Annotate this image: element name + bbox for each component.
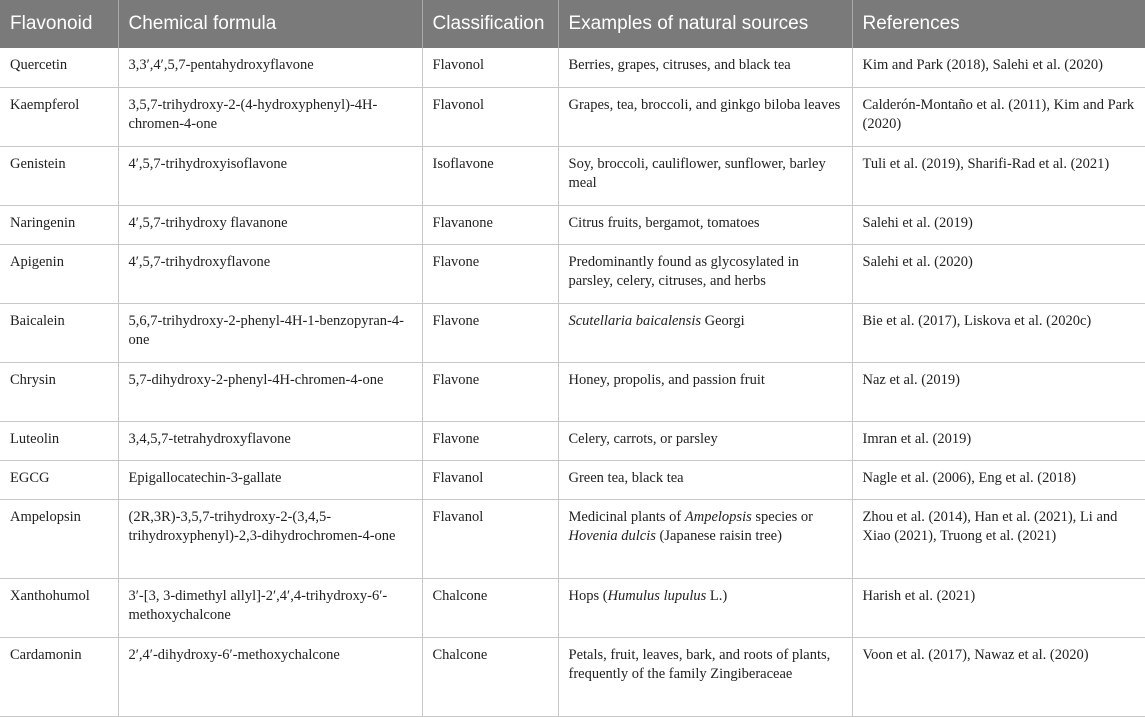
cell-classification: Flavanone [422, 205, 558, 244]
cell-flavonoid: Ampelopsin [0, 499, 118, 578]
source-text-segment: Scutellaria baicalensis [568, 312, 701, 329]
cell-natural-sources [558, 205, 852, 244]
cell-natural-sources [558, 48, 852, 87]
source-text-segment: Humulus lupulus [607, 587, 707, 604]
cell-chemical-formula: 2′,4′-dihydroxy-6′-methoxychalcone [118, 637, 422, 716]
cell-chemical-formula: Epigallocatechin-3-gallate [118, 460, 422, 499]
cell-natural-sources [558, 146, 852, 205]
cell-references: Tuli et al. (2019), Sharifi-Rad et al. (2021) [852, 146, 1145, 205]
cell-natural-sources [558, 499, 852, 578]
source-text-segment: Citrus fruits, bergamot, tomatoes [568, 214, 760, 231]
source-text-segment: Berries, grapes, citruses, and black tea [568, 57, 791, 73]
cell-references: Zhou et al. (2014), Han et al. (2021), Li and Xiao (2021), Truong et al. (2021) [852, 499, 1145, 578]
cell-classification: Isoflavone [422, 146, 558, 205]
cell-references: Naz et al. (2019) [852, 362, 1145, 421]
cell-references: Salehi et al. (2019) [852, 205, 1145, 244]
cell-natural-sources [558, 460, 852, 499]
cell-classification: Flavanol [422, 499, 558, 578]
header-chemical-formula: Chemical formula [118, 0, 422, 48]
cell-flavonoid: Luteolin [0, 421, 118, 460]
cell-flavonoid: Chrysin [0, 362, 118, 421]
cell-classification: Flavone [422, 303, 558, 362]
cell-chemical-formula: 3,5,7-trihydroxy-2-(4-hydroxyphenyl)-4H-chromen-4-one [118, 87, 422, 146]
source-text-segment: Medicinal plants of [568, 508, 685, 525]
cell-classification: Flavone [422, 362, 558, 421]
source-text-segment: Grapes, tea, broccoli, and ginkgo biloba leaves [568, 96, 841, 113]
cell-chemical-formula: 3,4,5,7-tetrahydroxyflavone [118, 421, 422, 460]
table-row [0, 460, 1145, 499]
source-text-segment: Celery, carrots, or parsley [568, 430, 718, 447]
table-row [0, 421, 1145, 460]
cell-flavonoid: Naringenin [0, 205, 118, 244]
header-classification: Classification [422, 0, 558, 48]
table-header-row [0, 0, 1145, 48]
table-row [0, 205, 1145, 244]
source-text-segment: Petals, fruit, leaves, bark, and roots of plants, frequently of the family Zingiberaceae [568, 646, 831, 682]
cell-classification: Flavone [422, 421, 558, 460]
source-text-segment: Green tea, black tea [568, 469, 684, 486]
cell-references: Voon et al. (2017), Nawaz et al. (2020) [852, 637, 1145, 716]
cell-classification: Chalcone [422, 637, 558, 716]
source-text-segment: species or [751, 508, 813, 525]
header-natural-sources: Examples of natural sources [558, 0, 852, 48]
cell-classification: Flavonol [422, 87, 558, 146]
cell-chemical-formula: 3′-[3, 3-dimethyl allyl]-2′,4′,4-trihydroxy-6′-methoxychalcone [118, 578, 422, 637]
table-row [0, 499, 1145, 578]
header-flavonoid: Flavonoid [0, 0, 118, 48]
cell-natural-sources [558, 87, 852, 146]
cell-chemical-formula: (2R,3R)-3,5,7-trihydroxy-2-(3,4,5-trihydroxyphenyl)-2,3-dihydrochromen-4-one [118, 499, 422, 578]
cell-classification: Flavone [422, 244, 558, 303]
cell-references: Bie et al. (2017), Liskova et al. (2020c) [852, 303, 1145, 362]
cell-natural-sources [558, 303, 852, 362]
cell-chemical-formula: 4′,5,7-trihydroxy flavanone [118, 205, 422, 244]
cell-flavonoid: EGCG [0, 460, 118, 499]
cell-chemical-formula: 4′,5,7-trihydroxyisoflavone [118, 146, 422, 205]
cell-flavonoid: Apigenin [0, 244, 118, 303]
table-row [0, 146, 1145, 205]
source-text-segment: Hovenia dulcis [568, 527, 656, 544]
cell-natural-sources [558, 362, 852, 421]
cell-classification: Flavanol [422, 460, 558, 499]
cell-references: Harish et al. (2021) [852, 578, 1145, 637]
source-text-segment: Predominantly found as glycosylated in parsley, celery, citruses, and herbs [568, 253, 799, 289]
header-references: References [852, 0, 1145, 48]
cell-chemical-formula: 3,3′,4′,5,7-pentahydroxyflavone [118, 48, 422, 87]
cell-references: Nagle et al. (2006), Eng et al. (2018) [852, 460, 1145, 499]
source-text-segment: Hops ( [568, 587, 608, 604]
cell-chemical-formula: 5,7-dihydroxy-2-phenyl-4H-chromen-4-one [118, 362, 422, 421]
cell-flavonoid: Baicalein [0, 303, 118, 362]
source-text-segment: (Japanese raisin tree) [655, 527, 782, 544]
cell-references: Kim and Park (2018), Salehi et al. (2020) [852, 48, 1145, 87]
table-row [0, 87, 1145, 146]
cell-natural-sources [558, 421, 852, 460]
cell-references: Imran et al. (2019) [852, 421, 1145, 460]
source-text-segment: L.) [706, 587, 728, 604]
cell-natural-sources [558, 244, 852, 303]
cell-natural-sources [558, 637, 852, 716]
cell-flavonoid: Kaempferol [0, 87, 118, 146]
source-text-segment: Georgi [701, 312, 745, 329]
cell-flavonoid: Genistein [0, 146, 118, 205]
cell-flavonoid: Xanthohumol [0, 578, 118, 637]
source-text-segment: Soy, broccoli, cauliflower, sunflower, barley meal [568, 155, 826, 191]
table-row [0, 244, 1145, 303]
cell-chemical-formula: 5,6,7-trihydroxy-2-phenyl-4H-1-benzopyran-4-one [118, 303, 422, 362]
table-row [0, 48, 1145, 87]
cell-references: Salehi et al. (2020) [852, 244, 1145, 303]
table-row [0, 303, 1145, 362]
cell-flavonoid: Quercetin [0, 48, 118, 87]
source-text-segment: Honey, propolis, and passion fruit [568, 371, 765, 388]
table-row [0, 578, 1145, 637]
cell-chemical-formula: 4′,5,7-trihydroxyflavone [118, 244, 422, 303]
cell-flavonoid: Cardamonin [0, 637, 118, 716]
cell-references: Calderón-Montaño et al. (2011), Kim and Park (2020) [852, 87, 1145, 146]
cell-natural-sources [558, 578, 852, 637]
table-row [0, 637, 1145, 716]
source-text-segment: Ampelopsis [684, 508, 752, 525]
table-row [0, 362, 1145, 421]
cell-classification: Flavonol [422, 48, 558, 87]
cell-classification: Chalcone [422, 578, 558, 637]
